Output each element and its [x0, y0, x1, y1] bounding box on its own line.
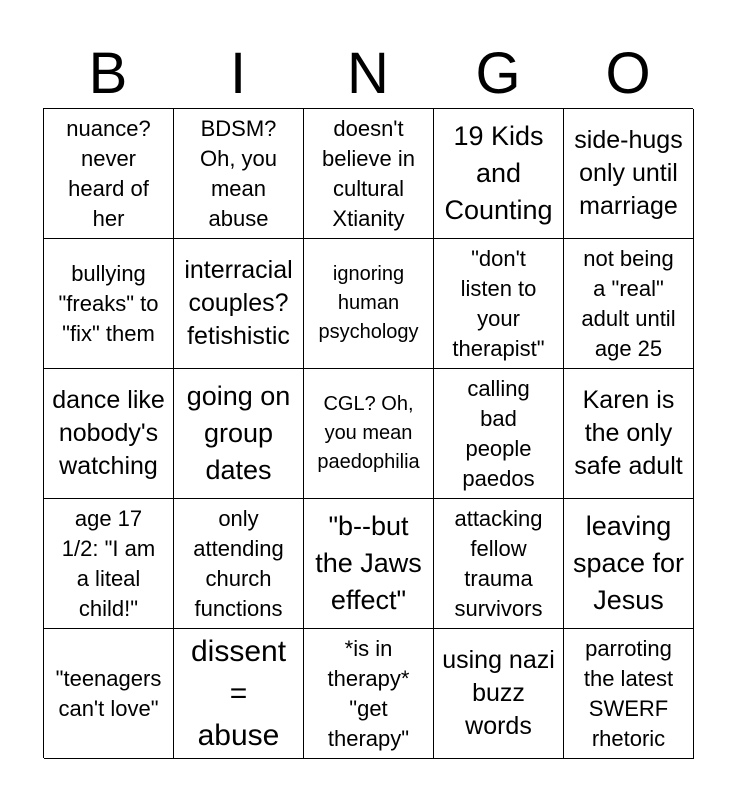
cell-text: "b--but the Jaws effect" [315, 511, 422, 615]
bingo-cell[interactable] [434, 629, 564, 759]
bingo-cell[interactable] [304, 629, 434, 759]
bingo-cell[interactable] [44, 239, 174, 369]
cell-text: only attending church functions [193, 505, 284, 621]
bingo-header [43, 40, 693, 108]
header-letter-o: O [605, 41, 651, 106]
bingo-cell[interactable] [434, 499, 564, 629]
bingo-cell[interactable] [174, 369, 304, 499]
cell-text: leaving space for Jesus [572, 511, 685, 615]
cell-text: going on group dates [186, 381, 291, 485]
cell-text: interracial couples? fetishistic [184, 256, 293, 350]
header-letter-b: B [88, 41, 128, 106]
header-letter-i: I [229, 41, 247, 106]
cell-text: doesn't believe in cultural Xtianity [322, 115, 415, 231]
cell-text: not being a "real" adult until age 25 [581, 245, 676, 361]
cell-text: calling bad people paedos [462, 375, 535, 491]
bingo-cell[interactable] [434, 369, 564, 499]
bingo-cell[interactable] [44, 629, 174, 759]
bingo-cell[interactable] [174, 629, 304, 759]
cell-text: dissent = abuse [190, 634, 287, 752]
bingo-cell[interactable] [174, 239, 304, 369]
cell-text: "don't listen to your therapist" [452, 245, 545, 361]
cell-text: attacking fellow trauma survivors [454, 505, 543, 621]
bingo-cell[interactable] [434, 239, 564, 369]
bingo-cell[interactable] [44, 109, 174, 239]
cell-text: age 17 1/2: "I am a liteal child!" [61, 505, 156, 621]
bingo-cell[interactable] [44, 499, 174, 629]
cell-text: parroting the latest SWERF rhetoric [583, 635, 674, 751]
bingo-grid [43, 108, 693, 758]
bingo-cell[interactable] [564, 499, 694, 629]
header-letter-g: G [475, 41, 521, 106]
bingo-cell[interactable] [304, 239, 434, 369]
cell-text: nuance? never heard of her [66, 115, 151, 231]
bingo-cell[interactable] [304, 499, 434, 629]
bingo-cell[interactable] [434, 109, 564, 239]
cell-text: ignoring human psychology [318, 263, 419, 343]
cell-text: using nazi buzz words [442, 646, 555, 740]
cell-text: *is in therapy* "get therapy" [327, 635, 410, 751]
header-letter-n: N [347, 41, 389, 106]
bingo-cell[interactable] [564, 369, 694, 499]
cell-text: dance like nobody's watching [52, 386, 165, 480]
cell-text: 19 Kids and Counting [444, 121, 553, 225]
bingo-cell[interactable] [304, 369, 434, 499]
cell-text: side-hugs only until marriage [574, 126, 683, 220]
bingo-cell[interactable] [564, 109, 694, 239]
bingo-cell[interactable] [564, 629, 694, 759]
cell-text: BDSM? Oh, you mean abuse [199, 115, 278, 231]
cell-text: bullying "freaks" to "fix" them [58, 260, 159, 346]
bingo-cell[interactable] [564, 239, 694, 369]
cell-text: Karen is the only safe adult [574, 386, 683, 480]
bingo-cell[interactable] [174, 499, 304, 629]
bingo-cell[interactable] [304, 109, 434, 239]
cell-text: "teenagers can't love" [55, 665, 162, 721]
cell-text: CGL? Oh, you mean paedophilia [317, 393, 420, 473]
bingo-cell[interactable] [174, 109, 304, 239]
bingo-cell[interactable] [44, 369, 174, 499]
